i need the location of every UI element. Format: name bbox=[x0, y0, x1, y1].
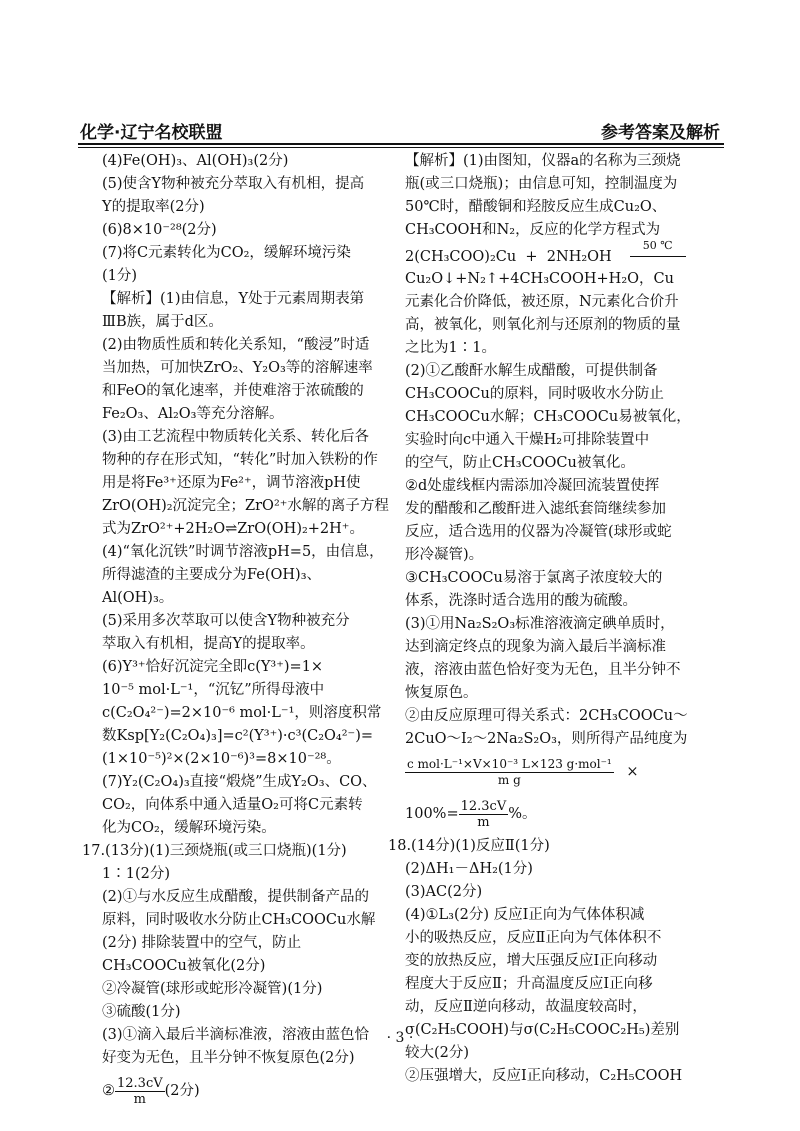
fraction bbox=[405, 757, 614, 788]
text-line: Y的提取率(2分) bbox=[102, 199, 205, 215]
text-line: 2CuO～I₂～2Na₂S₂O₃，则所得产品纯度为 bbox=[405, 731, 688, 747]
text-line: 化为CO₂，缓解环境污染。 bbox=[102, 820, 276, 836]
text-line: 萃取入有机相，提高Y的提取率。 bbox=[102, 636, 315, 652]
text-line: CO₂，向体系中通入适量O₂可将C元素转 bbox=[102, 797, 363, 813]
text-line: 数Ksp[Y₂(C₂O₄)₃]=c²(Y³⁺)·c³(C₂O₄²⁻)= bbox=[102, 728, 374, 744]
text-line: CH₃COOCu水解；CH₃COOCu易被氧化， bbox=[405, 409, 691, 425]
text-line: 物种的存在形式知，“转化”时加入铁粉的作 bbox=[102, 452, 378, 468]
text-line: 的空气，防止CH₃COOCu被氧化。 bbox=[405, 455, 635, 471]
fraction-numerator: 12.3cV bbox=[460, 798, 507, 814]
text-line: σ(C₂H₅COOH)与σ(C₂H₅COOC₂H₅)差别 bbox=[405, 1022, 680, 1038]
text-line: ③CH₃COOCu易溶于氯离子浓度较大的 bbox=[405, 570, 663, 586]
text-line: 和FeO的氧化速率，并使难溶于浓硫酸的 bbox=[102, 383, 364, 399]
text-line: 动，反应Ⅱ逆向移动，故温度较高时， bbox=[405, 999, 647, 1015]
page-number: · 3 · bbox=[386, 1030, 414, 1046]
fraction-denominator: m bbox=[477, 814, 490, 830]
header-rule bbox=[78, 143, 724, 145]
fraction bbox=[459, 799, 509, 830]
question-18-heading: 18.(14分)(1)反应Ⅱ(1分) bbox=[388, 838, 550, 854]
text-line: 恢复原色。 bbox=[405, 685, 478, 701]
text-line: 发的醋酸和乙酸酐进入滤纸套筒继续参加 bbox=[405, 501, 666, 517]
text-line: CH₃COOH和N₂，反应的化学方程式为 bbox=[405, 222, 661, 238]
text-line: Fe₂O₃、Al₂O₃等充分溶解。 bbox=[102, 406, 284, 422]
header-section: 参考答案及解析 bbox=[601, 123, 720, 143]
analysis-line: 【解析】(1)由图知，仪器a的名称为三颈烧 bbox=[405, 153, 681, 169]
text-line: (3)AC(2分) bbox=[405, 884, 483, 900]
condition-text: 50 ℃ bbox=[642, 239, 673, 252]
purity-expression-line bbox=[405, 751, 723, 793]
right-column bbox=[388, 150, 723, 1088]
text-line: 10⁻⁵ mol·L⁻¹，“沉钇”所得母液中 bbox=[102, 682, 325, 698]
text-line: 好变为无色，且半分钟不恢复原色(2分) bbox=[102, 1050, 355, 1066]
score-note: (2分) bbox=[164, 1083, 200, 1099]
fraction-denominator: m bbox=[133, 1091, 146, 1107]
page-header bbox=[80, 118, 720, 142]
text-line: (2)①与水反应生成醋酸，提供制备产品的 bbox=[102, 889, 370, 905]
text-line: ⅢB族，属于d区。 bbox=[102, 314, 223, 330]
text-line: 达到滴定终点的现象为滴入最后半滴标准 bbox=[405, 639, 666, 655]
text-line: 所得滤渣的主要成分为Fe(OH)₃、 bbox=[102, 567, 322, 583]
text-line: (6)Y³⁺恰好沉淀完全即c(Y³⁺)=1× bbox=[102, 659, 324, 675]
text-line: (2)ΔH₁－ΔH₂(1分) bbox=[405, 861, 533, 877]
text-line: (7)将C元素转化为CO₂，缓解环境污染 bbox=[102, 245, 351, 261]
text-line: ③硫酸(1分) bbox=[102, 1004, 181, 1020]
text-line: (5)采用多次萃取可以使含Y物种被充分 bbox=[102, 613, 350, 629]
text-line: (3)①用Na₂S₂O₃标准溶液滴定碘单质时， bbox=[405, 616, 675, 632]
reaction-arrow-bar bbox=[630, 256, 686, 257]
text-line: 反应，适合选用的仪器为冷凝管(球形或蛇 bbox=[405, 524, 672, 540]
times-sign: × bbox=[626, 764, 639, 780]
question-17-heading: 17.(13分)(1)三颈烧瓶(或三口烧瓶)(1分) bbox=[82, 843, 347, 859]
text-line: (1×10⁻⁵)²×(2×10⁻⁶)³=8×10⁻²⁸。 bbox=[102, 751, 341, 767]
fraction-numerator: 12.3cV bbox=[117, 1075, 163, 1091]
text-line: 50℃时，醋酸铜和羟胺反应生成Cu₂O、 bbox=[405, 199, 667, 215]
reaction-condition bbox=[630, 239, 686, 266]
text-line: (6)8×10⁻²⁸(2分) bbox=[102, 222, 217, 238]
text-line: (4)Fe(OH)₃、Al(OH)₃(2分) bbox=[102, 153, 289, 169]
text-line: (7)Y₂(C₂O₄)₃直接“煅烧”生成Y₂O₃、CO、 bbox=[102, 774, 377, 790]
text-line: 形冷凝管)。 bbox=[405, 547, 484, 563]
text-line: (3)由工艺流程中物质转化关系、转化后各 bbox=[102, 429, 370, 445]
fraction-numerator: c mol·L⁻¹×V×10⁻³ L×123 g·mol⁻¹ bbox=[407, 756, 612, 771]
q17-answer-fraction-line bbox=[82, 1070, 400, 1112]
text-line: 实验时向c中通入干燥H₂可排除装置中 bbox=[405, 432, 650, 448]
purity-prefix: 100%= bbox=[405, 806, 459, 822]
text-line: ②d处虚线框内需添加冷凝回流装置使挥 bbox=[405, 478, 660, 494]
text-line: 用是将Fe³⁺还原为Fe²⁺，调节溶液pH使 bbox=[102, 475, 361, 491]
text-line: ②由反应原理可得关系式：2CH₃COOCu～ bbox=[405, 708, 688, 724]
text-line: ②冷凝管(球形或蛇形冷凝管)(1分) bbox=[102, 981, 323, 997]
text-line: c(C₂O₄²⁻)=2×10⁻⁶ mol·L⁻¹，则溶度积常 bbox=[102, 705, 382, 721]
text-line: 液，溶液由蓝色恰好变为无色，且半分钟不 bbox=[405, 662, 681, 678]
text-line: 1∶1(2分) bbox=[102, 866, 170, 882]
equation-lhs-line bbox=[405, 239, 723, 268]
circled-2: ② bbox=[102, 1083, 115, 1099]
text-line: 体系，洗涤时适合选用的酸为硫酸。 bbox=[405, 593, 637, 609]
text-line: (2)①乙酸酐水解生成醋酸，可提供制备 bbox=[405, 363, 658, 379]
text-line: 较大(2分) bbox=[405, 1045, 470, 1061]
text-line: (4)“氧化沉铁”时调节溶液pH=5，由信息， bbox=[102, 544, 384, 560]
equation-rhs-line: Cu₂O↓+N₂↑+4CH₃COOH+H₂O，Cu bbox=[405, 271, 674, 287]
text-line: 高，被氧化，则氧化剂与还原剂的物质的量 bbox=[405, 317, 681, 333]
text-line: (3)①滴入最后半滴标准液，溶液由蓝色恰 bbox=[102, 1027, 370, 1043]
text-line: (1分) bbox=[102, 268, 138, 284]
equation-lhs: 2(CH₃COO)₂Cu + 2NH₂OH bbox=[405, 249, 612, 265]
text-line: 原料，同时吸收水分防止CH₃COOCu水解 bbox=[102, 912, 376, 928]
text-line: 元素化合价降低，被还原，N元素化合价升 bbox=[405, 294, 679, 310]
text-line: 之比为1∶1。 bbox=[405, 340, 496, 356]
text-line: (5)使含Y物种被充分萃取入有机相，提高 bbox=[102, 176, 365, 192]
purity-suffix: %。 bbox=[508, 806, 537, 822]
text-line: (2分) 排除装置中的空气，防止 bbox=[102, 935, 302, 951]
text-line: 程度大于反应Ⅱ；升高温度反应Ⅰ正向移 bbox=[405, 976, 653, 992]
fraction-denominator: m g bbox=[497, 772, 521, 787]
text-line: 瓶(或三口烧瓶)；由信息可知，控制温度为 bbox=[405, 176, 678, 192]
text-line: 当加热，可加快ZrO₂、Y₂O₃等的溶解速率 bbox=[102, 360, 373, 376]
text-line: 小的吸热反应，反应Ⅱ正向为气体体积不 bbox=[405, 930, 662, 946]
text-line: CH₃COOCu的原料，同时吸收水分防止 bbox=[405, 386, 664, 402]
text-line: ZrO(OH)₂沉淀完全；ZrO²⁺水解的离子方程 bbox=[102, 498, 389, 514]
fraction bbox=[115, 1076, 165, 1107]
text-line: 变的放热反应，增大压强反应Ⅰ正向移动 bbox=[405, 953, 658, 969]
purity-result-line bbox=[405, 793, 723, 835]
analysis-line: 【解析】(1)由信息，Y处于元素周期表第 bbox=[102, 291, 365, 307]
text-line: (2)由物质性质和转化关系知，“酸浸”时适 bbox=[102, 337, 370, 353]
text-line: CH₃COOCu被氧化(2分) bbox=[102, 958, 266, 974]
text-line: 式为ZrO²⁺+2H₂O⇌ZrO(OH)₂+2H⁺。 bbox=[102, 521, 364, 537]
text-line: ②压强增大，反应Ⅰ正向移动，C₂H₅COOH bbox=[405, 1068, 683, 1084]
header-rule-thin bbox=[78, 147, 724, 148]
left-column bbox=[82, 150, 400, 1112]
text-line: Al(OH)₃。 bbox=[102, 590, 174, 606]
header-title: 化学·辽宁名校联盟 bbox=[80, 123, 223, 143]
text-line: (4)①L₃(2分) 反应Ⅰ正向为气体体积减 bbox=[405, 907, 645, 923]
